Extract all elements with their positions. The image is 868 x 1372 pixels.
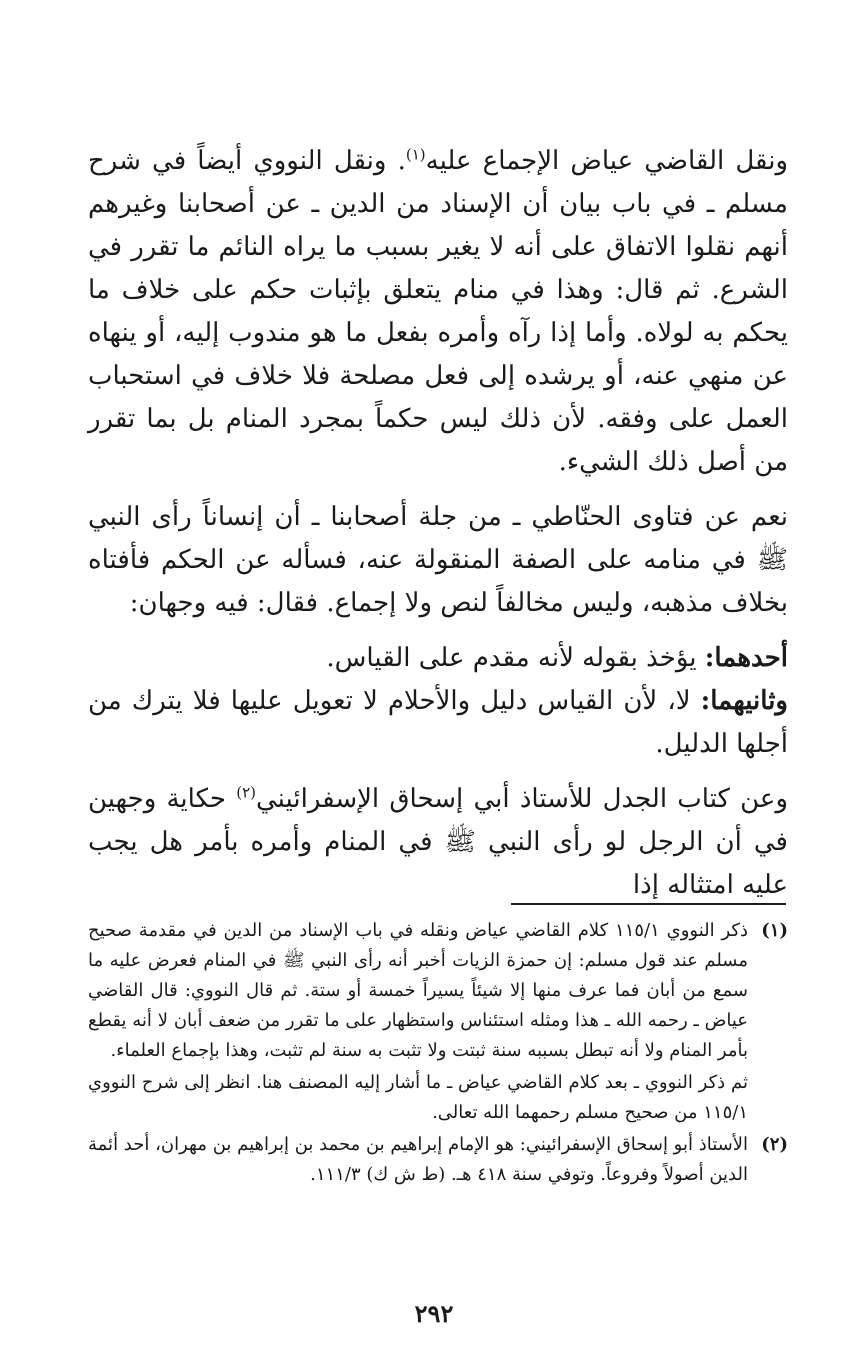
paragraph-4-text: لا، لأن القياس دليل والأحلام لا تعويل عليها فلا يترك من أجلها الدليل. — [88, 686, 788, 759]
paragraph-3-text: يؤخذ بقوله لأنه مقدم على القياس. — [326, 643, 705, 673]
paragraph-1 — [88, 140, 788, 484]
paragraph-5-text-a: وعن كتاب الجدل للأستاذ أبي إسحاق الإسفرائيني — [256, 784, 788, 814]
footnote-1-text: ذكر النووي ١١٥/١ كلام القاضي عياض ونقله في باب الإسناد من الدين في مقدمة صحيح مسلم عند قول مسلم: إن حمزة الزيات أخبر أنه رأى النبي ﷺ في المنام فعرض عليه ما سمع من أبان فما عرف منها إلا شيئاً يسيراً خمسة أو ستة. ثم قال النووي: قال القاضي عياض ـ رحمه الله ـ هذا ومثله استئناس واستظهار على ما تقرر من ضعف أبان لا أنه يقطع بأمر المنام ولا أنه تبطل بسببه سنة ثبتت ولا تثبت به سنة لم تثبت، وهذا بإجماع العلماء. — [88, 920, 748, 1061]
footnote-ref-1[interactable]: (١) — [405, 145, 426, 164]
paragraph-5 — [88, 778, 788, 907]
paragraph-1-text-b: . ونقل النووي أيضاً في شرح مسلم ـ في باب بيان أن الإسناد من الدين ـ عن أصحابنا وغيرهم أنهم نقلوا الاتفاق على أنه لا يغير بسبب ما يراه النائم ما تقرر في الشرع. ثم قال: وهذا في منام يتعلق بإثبات حكم على خلاف ما يحكم به لولاه. وأما إذا رآه وأمره بفعل ما هو مندوب إليه، أو ينهاه عن منهي عنه، أو يرشده إلى فعل مصلحة فلا خلاف في استحباب العمل على وفقه. لأن ذلك ليس حكماً بمجرد المنام بل بما تقرر من أصل ذلك الشيء. — [88, 146, 788, 477]
paragraph-1-text-a: ونقل القاضي عياض الإجماع عليه — [425, 146, 788, 176]
footnote-2-number: (٢) — [761, 1134, 788, 1155]
paragraph-3 — [88, 637, 788, 680]
paragraph-4 — [88, 680, 788, 766]
footnote-ref-2[interactable]: (٢) — [236, 783, 256, 802]
main-text — [88, 140, 788, 907]
paragraph-2: نعم عن فتاوى الحنّاطي ـ من جلة أصحابنا ـ أن إنساناً رأى النبي ﷺ في منامه على الصفة المنقولة عنه، فسأله عن الحكم فأفتاه بخلاف مذهبه، وليس مخالفاً لنص ولا إجماع. فقال: فيه وجهان: — [88, 502, 788, 618]
footnote-1-continuation — [88, 1068, 788, 1128]
footnote-2 — [88, 1130, 788, 1190]
paragraph-4-lead: وثانيهما: — [700, 686, 788, 716]
footnote-1 — [88, 916, 788, 1066]
footnote-1-number: (١) — [761, 920, 788, 941]
footnote-1-continuation-text: ثم ذكر النووي ـ بعد كلام القاضي عياض ـ ما أشار إليه المصنف هنا. انظر إلى شرح النووي ١١٥/١ من صحيح مسلم رحمهما الله تعالى. — [88, 1072, 748, 1123]
paragraph-3-lead: أحدهما: — [704, 643, 788, 673]
paragraph-5-text-b: حكاية وجهين في أن الرجل لو رأى النبي ﷺ في المنام وأمره بأمر هل يجب عليه امتثاله إذا — [88, 784, 788, 900]
footnote-2-text: الأستاذ أبو إسحاق الإسفرائيني: هو الإمام إبراهيم بن محمد بن إبراهيم بن مهران، أحد أئمة الدين أصولاً وفروعاً. وتوفي سنة ٤١٨ هـ. (ط ش ك) ١١١/٣. — [88, 1134, 748, 1185]
footnote-separator — [511, 903, 786, 905]
footnotes — [88, 916, 788, 1190]
page-number: ٢٩٢ — [414, 1299, 454, 1328]
